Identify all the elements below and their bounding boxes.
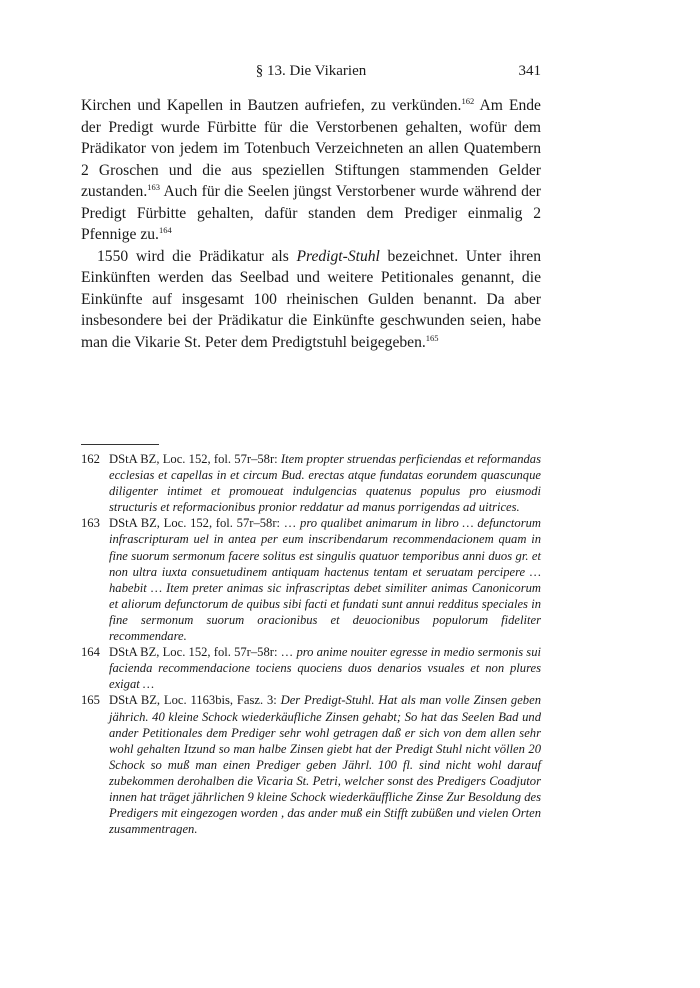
paragraph-text: 1550 wird die Prädikatur als — [97, 247, 297, 265]
paragraph-text: Kirchen und Kapellen in Bautzen aufriefen, zu verkünden. — [81, 97, 462, 114]
footnote-source: DStA BZ, Loc. 152, fol. 57r–58r: — [109, 452, 281, 466]
footnote-body — [109, 692, 541, 837]
footnote-number: 164 — [81, 645, 100, 660]
footnote-quote: pro anime nouiter egresse in medio sermonis sui facienda recommendacione tociens quociens duos denarios vsuales et non plures exigat … — [109, 645, 541, 692]
paragraph-1 — [81, 95, 541, 246]
footnote-source: DStA BZ, Loc. 152, fol. 57r–58r: … — [109, 516, 301, 531]
main-text — [81, 95, 541, 353]
running-title: § 13. Die Vikarien — [255, 63, 367, 79]
footnote-number: 165 — [81, 693, 100, 708]
footnote-ref-163[interactable]: 163 — [147, 182, 161, 192]
footnote-quote: Der Predigt-Stuhl. Hat als man volle Zinsen geben jährich. 40 kleine Schock wiederkäufliche Zinsen gehabt; So hat das Seelen Bad und ander Petitionales dem Prediger sehr wohl getragen daß er sich von dem allen sehr wohl gehalten Itzund so man halbe Zinsen giebt hat der Predigt Stuhl nicht völlen 20 Schock so muß man einen Prediger geben Jährl. 100 fl. sind nicht wohl darauf zubekommen derohalben die Vicaria St. Petri, welcher sonst des Predigers Coadjutor innen hat träget jährlichen 9 kleine Schock wiederkäuffliche Zinse Zur Besoldung des Predigers mit eingezogen worden , das ander muß ein Stifft zubüßen und vielen Orten zusammentragen. — [109, 693, 541, 837]
footnote-quote: pro qualibet animarum in libro … defunctorum infrascripturam uel in antea per eum inscribendarum recommendacionem quam in fine suorum sermonum facere solitus est singulis quatuor temporibus anni duos gr. et non ultra iuxta consuetudinem antiquam hactenus tentam et seruatam percipere … habebit … Item preter animas sic infrascriptas debet similiter animas Canonicorum et aliorum defunctorum de quibus sibi facti et fundati sunt annui redditus speciales in fine sermonum suorum oracionibus et deuocionibus populorum fideliter recommendare. — [109, 516, 541, 644]
footnote-separator — [81, 444, 159, 445]
italic-term: Predigt-Stuhl — [296, 247, 380, 265]
footnote-number: 162 — [81, 452, 100, 466]
paragraph-text: Auch für die Seelen jüngst Verstorbener wurde während der Predigt Fürbitte gehalten, dafür standen dem Prediger einmalig 2 Pfennige zu. — [81, 183, 541, 243]
footnote-body — [109, 451, 541, 515]
footnote-164 — [81, 644, 541, 692]
footnote-ref-165[interactable]: 165 — [425, 332, 439, 343]
footnote-165 — [81, 692, 541, 837]
footnote-ref-164[interactable]: 164 — [158, 225, 172, 235]
page-number: 341 — [518, 63, 541, 79]
footnotes — [81, 451, 541, 837]
footnote-body — [109, 644, 541, 692]
footnote-source: DStA BZ, Loc. 152, fol. 57r–58r: … — [109, 645, 297, 660]
footnote-ref-162[interactable]: 162 — [461, 96, 475, 106]
footnote-162 — [81, 451, 541, 515]
footnote-quote: Item propter struendas perficiendas et reformandas ecclesias et capellas in et circum Bud. erectas atque fundatas eorundem quascunque diligenter intimet et promoueat indulgencias quatenus populus pro eiusmodi structuris et reformacionibus pronior reddatur ad manus porrigendas ad uitrices. — [109, 452, 542, 515]
footnote-source: DStA BZ, Loc. 1163bis, Fasz. 3: — [109, 693, 281, 708]
footnote-number: 163 — [81, 516, 100, 531]
paragraph-text: Am Ende der Predigt wurde Fürbitte für die Verstorbenen gehalten, wofür dem Prädikator von jedem im Totenbuch Verzeichneten an allen Quatembern 2 Groschen und die aus speziellen Stiftungen stammenden Gelder zustanden. — [81, 97, 541, 200]
paragraph-2 — [81, 246, 541, 354]
footnote-body — [109, 515, 541, 644]
footnote-163 — [81, 515, 541, 644]
paragraph-text: bezeichnet. Unter ihren Einkünften werden das Seelbad und weitere Petitionales genannt, die Einkünfte auf insgesamt 100 rheinischen Gulden benannt. Da aber insbesondere bei der Prädikatur die Einkünfte geschwunden seien, habe man die Vikarie St. Peter dem Predigtstuhl beigegeben. — [81, 247, 541, 351]
